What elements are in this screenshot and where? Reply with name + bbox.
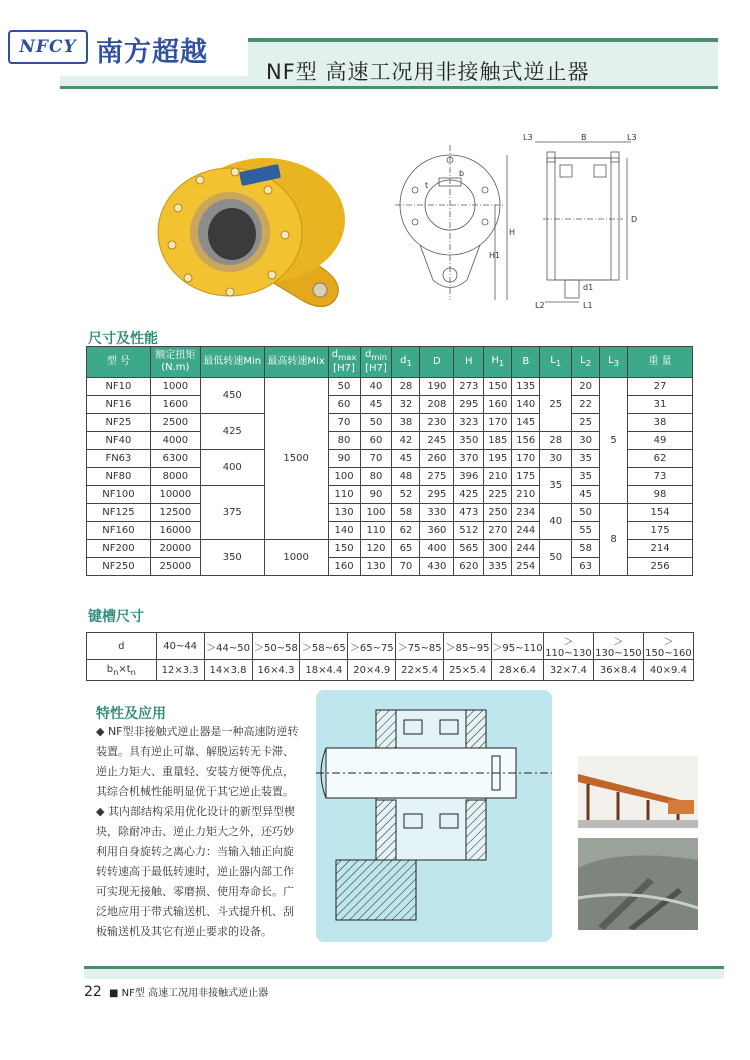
cell-dmin: 90 bbox=[360, 486, 392, 504]
cell-dmin: 70 bbox=[360, 450, 392, 468]
cell-L1: 35 bbox=[540, 468, 572, 504]
cell-L2: 55 bbox=[572, 522, 600, 540]
cell-D: 260 bbox=[420, 450, 454, 468]
feature-line: 转转速高于最低转速时，逆止器内部工作 bbox=[96, 865, 294, 878]
cell-model: NF250 bbox=[87, 558, 151, 576]
company-logo: NFCY bbox=[8, 30, 88, 64]
feature-line: ◆ 其内部结构采用优化设计的新型异型楔 bbox=[96, 805, 295, 818]
technical-drawing bbox=[395, 130, 655, 310]
keyway-range-cell: ＞130~150 bbox=[593, 633, 643, 660]
cell-D: 275 bbox=[420, 468, 454, 486]
header-dmin-label: d bbox=[364, 349, 372, 360]
keyway-size-cell: 28×6.4 bbox=[492, 660, 544, 681]
cell-weight: 175 bbox=[628, 522, 693, 540]
quarry-photo bbox=[578, 838, 698, 930]
dim-label-l3-right: L3 bbox=[627, 133, 637, 142]
header-dmin bbox=[360, 347, 392, 378]
header-weight: 重 量 bbox=[628, 347, 693, 378]
cell-torque: 1600 bbox=[150, 396, 200, 414]
cell-D: 208 bbox=[420, 396, 454, 414]
keyway-range-cell: ＞150~160 bbox=[643, 633, 693, 660]
cell-D: 230 bbox=[420, 414, 454, 432]
cell-H: 396 bbox=[454, 468, 484, 486]
cell-L2: 35 bbox=[572, 468, 600, 486]
page-number: 22 bbox=[84, 984, 102, 1000]
cell-d1: 32 bbox=[392, 396, 420, 414]
header-L3 bbox=[600, 347, 628, 378]
keyway-range-cell: ＞58~65 bbox=[300, 633, 348, 660]
cell-min-speed: 425 bbox=[200, 414, 264, 450]
cell-D: 330 bbox=[420, 504, 454, 522]
cell-weight: 73 bbox=[628, 468, 693, 486]
cross-section-drawing bbox=[316, 690, 552, 942]
cell-d1: 48 bbox=[392, 468, 420, 486]
cell-max-speed: 1000 bbox=[264, 540, 328, 576]
cell-torque: 12500 bbox=[150, 504, 200, 522]
cell-L2: 58 bbox=[572, 540, 600, 558]
cell-B: 135 bbox=[512, 378, 540, 396]
cell-B: 175 bbox=[512, 468, 540, 486]
feature-line: 块，除耐冲击、逆止力矩大之外，还巧妙 bbox=[96, 825, 294, 838]
keyway-size-cell: 18×4.4 bbox=[300, 660, 348, 681]
cell-H: 295 bbox=[454, 396, 484, 414]
cell-B: 234 bbox=[512, 504, 540, 522]
cell-H: 620 bbox=[454, 558, 484, 576]
cell-H: 350 bbox=[454, 432, 484, 450]
cell-d1: 28 bbox=[392, 378, 420, 396]
cell-B: 156 bbox=[512, 432, 540, 450]
dim-label-l3-left: L3 bbox=[523, 133, 533, 142]
cell-d1: 42 bbox=[392, 432, 420, 450]
cell-B: 244 bbox=[512, 522, 540, 540]
cell-H: 565 bbox=[454, 540, 484, 558]
conveyor-photo bbox=[578, 756, 698, 828]
header-line bbox=[60, 86, 718, 89]
keyway-range-cell: ＞110~130 bbox=[543, 633, 593, 660]
cell-H: 473 bbox=[454, 504, 484, 522]
dim-label-l2: L2 bbox=[535, 301, 545, 310]
cell-L2: 30 bbox=[572, 432, 600, 450]
header-dmax-sub: max bbox=[338, 352, 357, 362]
keyway-t-sub: n bbox=[130, 666, 136, 677]
header-max-speed: 最高转速Mix bbox=[264, 347, 328, 378]
page-title: NF型 高速工况用非接触式逆止器 bbox=[266, 60, 590, 84]
table-row bbox=[87, 378, 693, 396]
cell-H1: 210 bbox=[484, 468, 512, 486]
dim-label-b-key: b bbox=[459, 169, 465, 178]
header-torque-label: 额定扭矩 bbox=[155, 350, 196, 361]
feature-line: 利用自身旋转之离心力：当输入轴正向旋 bbox=[96, 845, 294, 858]
cell-B: 210 bbox=[512, 486, 540, 504]
cell-B: 145 bbox=[512, 414, 540, 432]
footer-text: NF型 高速工况用非接触式逆止器 bbox=[121, 988, 269, 999]
cell-dmax: 80 bbox=[328, 432, 360, 450]
header-L2 bbox=[572, 347, 600, 378]
cell-dmax: 150 bbox=[328, 540, 360, 558]
dim-label-h1: H1 bbox=[489, 251, 501, 260]
footer-square-icon: ■ bbox=[109, 988, 119, 999]
dim-label-d1: d1 bbox=[583, 283, 594, 292]
cell-H: 370 bbox=[454, 450, 484, 468]
cell-model: FN63 bbox=[87, 450, 151, 468]
cell-L1: 50 bbox=[540, 540, 572, 576]
cell-L3: 8 bbox=[600, 504, 628, 576]
cell-dmin: 80 bbox=[360, 468, 392, 486]
header-d1 bbox=[392, 347, 420, 378]
keyway-range-cell: ＞50~58 bbox=[252, 633, 300, 660]
cell-d1: 58 bbox=[392, 504, 420, 522]
cell-d1: 70 bbox=[392, 558, 420, 576]
keyway-b-label: b bbox=[106, 663, 114, 675]
cell-dmax: 160 bbox=[328, 558, 360, 576]
cell-dmin: 50 bbox=[360, 414, 392, 432]
cell-min-speed: 450 bbox=[200, 378, 264, 414]
cell-dmax: 60 bbox=[328, 396, 360, 414]
cell-d1: 45 bbox=[392, 450, 420, 468]
cell-L2: 63 bbox=[572, 558, 600, 576]
cell-H: 273 bbox=[454, 378, 484, 396]
cell-d1: 65 bbox=[392, 540, 420, 558]
cell-weight: 154 bbox=[628, 504, 693, 522]
spec-table bbox=[86, 346, 693, 576]
header-torque bbox=[150, 347, 200, 378]
spec-header-row bbox=[87, 347, 693, 378]
cell-weight: 31 bbox=[628, 396, 693, 414]
header-L1 bbox=[540, 347, 572, 378]
keyway-range-row bbox=[87, 633, 694, 660]
cell-L2: 50 bbox=[572, 504, 600, 522]
cell-L3: 5 bbox=[600, 378, 628, 504]
header-L3-label: L bbox=[608, 355, 614, 366]
keyway-range-cell: ＞85~95 bbox=[444, 633, 492, 660]
header-dmin-sub: min bbox=[371, 352, 388, 362]
header-accent bbox=[60, 76, 250, 86]
keyway-range-cell: ＞44~50 bbox=[204, 633, 252, 660]
keyway-size-cell: 12×3.3 bbox=[156, 660, 204, 681]
cell-weight: 98 bbox=[628, 486, 693, 504]
cell-weight: 214 bbox=[628, 540, 693, 558]
header-B: B bbox=[512, 347, 540, 378]
cell-weight: 62 bbox=[628, 450, 693, 468]
cell-L1: 40 bbox=[540, 504, 572, 540]
cell-model: NF25 bbox=[87, 414, 151, 432]
header-H1 bbox=[484, 347, 512, 378]
cell-weight: 27 bbox=[628, 378, 693, 396]
cell-D: 295 bbox=[420, 486, 454, 504]
header-L2-label: L bbox=[580, 355, 586, 366]
header-H1-sub: 1 bbox=[498, 358, 505, 368]
cell-torque: 10000 bbox=[150, 486, 200, 504]
header-torque-unit: (N.m) bbox=[161, 362, 190, 373]
cell-L1: 30 bbox=[540, 450, 572, 468]
keyway-size-cell: 32×7.4 bbox=[543, 660, 593, 681]
features-text bbox=[96, 722, 311, 942]
header-dmax bbox=[328, 347, 360, 378]
keyway-t-label: ×t bbox=[118, 663, 131, 675]
cell-max-speed: 1500 bbox=[264, 378, 328, 540]
cell-model: NF16 bbox=[87, 396, 151, 414]
cell-dmin: 60 bbox=[360, 432, 392, 450]
cell-model: NF80 bbox=[87, 468, 151, 486]
cell-torque: 8000 bbox=[150, 468, 200, 486]
keyway-table bbox=[86, 632, 694, 681]
keyway-bt-label bbox=[87, 660, 157, 681]
cell-L2: 20 bbox=[572, 378, 600, 396]
cell-L2: 35 bbox=[572, 450, 600, 468]
header-L2-sub: 2 bbox=[585, 358, 592, 368]
header-d1-sub: 1 bbox=[406, 358, 412, 368]
cell-torque: 2500 bbox=[150, 414, 200, 432]
cell-H1: 225 bbox=[484, 486, 512, 504]
dim-label-d-outer: D bbox=[631, 215, 638, 224]
cell-d1: 52 bbox=[392, 486, 420, 504]
cell-dmin: 110 bbox=[360, 522, 392, 540]
cell-dmin: 130 bbox=[360, 558, 392, 576]
header-L1-label: L bbox=[550, 355, 556, 366]
cell-H1: 300 bbox=[484, 540, 512, 558]
header-dmin-unit: [H7] bbox=[365, 363, 387, 374]
header-L1-sub: 1 bbox=[555, 358, 562, 368]
keyway-size-cell: 25×5.4 bbox=[444, 660, 492, 681]
cell-model: NF10 bbox=[87, 378, 151, 396]
cell-D: 430 bbox=[420, 558, 454, 576]
keyway-range-cell: ＞75~85 bbox=[396, 633, 444, 660]
cell-H1: 150 bbox=[484, 378, 512, 396]
keyway-range-cell: 40~44 bbox=[156, 633, 204, 660]
cell-L2: 22 bbox=[572, 396, 600, 414]
footer-band bbox=[84, 969, 724, 979]
feature-line: ◆ NF型非接触式逆止器是一种高速防逆转 bbox=[96, 725, 299, 738]
cell-model: NF160 bbox=[87, 522, 151, 540]
cell-dmin: 120 bbox=[360, 540, 392, 558]
keyway-range-cell: ＞65~75 bbox=[348, 633, 396, 660]
cell-dmax: 140 bbox=[328, 522, 360, 540]
cell-dmax: 100 bbox=[328, 468, 360, 486]
table-row bbox=[87, 504, 693, 522]
keyway-size-cell: 40×9.4 bbox=[643, 660, 693, 681]
dim-label-b: B bbox=[581, 133, 587, 142]
header-D: D bbox=[420, 347, 454, 378]
cell-dmax: 50 bbox=[328, 378, 360, 396]
product-photo bbox=[140, 150, 350, 310]
feature-line: 装置。具有逆止可靠、解脱运转无卡滞、 bbox=[96, 745, 294, 758]
keyway-size-cell: 16×4.3 bbox=[252, 660, 300, 681]
cell-model: NF40 bbox=[87, 432, 151, 450]
cell-H1: 335 bbox=[484, 558, 512, 576]
feature-line: 板输送机及其它有逆止要求的设备。 bbox=[96, 925, 272, 938]
feature-line: 逆止力矩大、重量轻、安装方便等优点， bbox=[96, 765, 294, 778]
cell-dmin: 100 bbox=[360, 504, 392, 522]
cell-weight: 38 bbox=[628, 414, 693, 432]
cell-torque: 4000 bbox=[150, 432, 200, 450]
cell-torque: 25000 bbox=[150, 558, 200, 576]
cell-dmax: 130 bbox=[328, 504, 360, 522]
cell-B: 170 bbox=[512, 450, 540, 468]
header-dmax-unit: [H7] bbox=[333, 363, 355, 374]
cell-L1: 28 bbox=[540, 432, 572, 450]
cell-B: 244 bbox=[512, 540, 540, 558]
cell-dmin: 45 bbox=[360, 396, 392, 414]
dim-label-t: t bbox=[425, 181, 429, 190]
feature-line: 可实现无接触、零磨损、使用寿命长。广 bbox=[96, 885, 294, 898]
cell-D: 245 bbox=[420, 432, 454, 450]
features-title: 特性及应用 bbox=[96, 706, 166, 722]
keyway-size-cell: 20×4.9 bbox=[348, 660, 396, 681]
feature-line: 泛地应用于带式输送机、斗式提升机、刮 bbox=[96, 905, 294, 918]
feature-line: 其综合机械性能明显优于其它逆止装置。 bbox=[96, 785, 294, 798]
cell-dmax: 70 bbox=[328, 414, 360, 432]
cell-L2: 45 bbox=[572, 486, 600, 504]
header-min-speed: 最低转速Min bbox=[200, 347, 264, 378]
cell-model: NF100 bbox=[87, 486, 151, 504]
spec-section-title: 尺寸及性能 bbox=[88, 331, 158, 347]
cell-dmin: 40 bbox=[360, 378, 392, 396]
cell-L1: 25 bbox=[540, 378, 572, 432]
cell-H1: 195 bbox=[484, 450, 512, 468]
cell-min-speed: 350 bbox=[200, 540, 264, 576]
keyway-size-cell: 36×8.4 bbox=[593, 660, 643, 681]
cell-H1: 160 bbox=[484, 396, 512, 414]
cell-H1: 170 bbox=[484, 414, 512, 432]
keyway-section-title: 键槽尺寸 bbox=[88, 609, 144, 625]
header-d1-label: d bbox=[400, 355, 407, 366]
cell-L2: 25 bbox=[572, 414, 600, 432]
cell-torque: 1000 bbox=[150, 378, 200, 396]
cell-torque: 6300 bbox=[150, 450, 200, 468]
keyway-size-row bbox=[87, 660, 694, 681]
cell-H: 323 bbox=[454, 414, 484, 432]
keyway-d-label: d bbox=[87, 633, 157, 660]
cell-min-speed: 400 bbox=[200, 450, 264, 486]
cell-weight: 49 bbox=[628, 432, 693, 450]
keyway-size-cell: 22×5.4 bbox=[396, 660, 444, 681]
cell-D: 190 bbox=[420, 378, 454, 396]
cell-D: 400 bbox=[420, 540, 454, 558]
cell-dmax: 90 bbox=[328, 450, 360, 468]
header-L3-sub: 3 bbox=[613, 358, 619, 368]
cell-B: 254 bbox=[512, 558, 540, 576]
cell-H: 512 bbox=[454, 522, 484, 540]
keyway-range-cell: ＞95~110 bbox=[492, 633, 544, 660]
cell-H: 425 bbox=[454, 486, 484, 504]
dim-label-l1: L1 bbox=[583, 301, 593, 310]
cell-weight: 256 bbox=[628, 558, 693, 576]
cell-torque: 16000 bbox=[150, 522, 200, 540]
cell-d1: 62 bbox=[392, 522, 420, 540]
keyway-size-cell: 14×3.8 bbox=[204, 660, 252, 681]
dim-label-h: H bbox=[509, 228, 516, 237]
cell-torque: 20000 bbox=[150, 540, 200, 558]
cell-D: 360 bbox=[420, 522, 454, 540]
header-dmax-label: d bbox=[331, 349, 339, 360]
cell-dmax: 110 bbox=[328, 486, 360, 504]
cell-min-speed: 375 bbox=[200, 486, 264, 540]
header-H: H bbox=[454, 347, 484, 378]
header-model: 型 号 bbox=[87, 347, 151, 378]
cell-H1: 185 bbox=[484, 432, 512, 450]
brand-name: 南方超越 bbox=[96, 37, 208, 68]
header-H1-label: H bbox=[491, 355, 499, 366]
cell-B: 140 bbox=[512, 396, 540, 414]
cell-model: NF125 bbox=[87, 504, 151, 522]
cell-H1: 270 bbox=[484, 522, 512, 540]
cell-H1: 250 bbox=[484, 504, 512, 522]
cell-d1: 38 bbox=[392, 414, 420, 432]
keyway-b-sub: n bbox=[113, 666, 119, 677]
cell-model: NF200 bbox=[87, 540, 151, 558]
footer bbox=[84, 984, 268, 1000]
